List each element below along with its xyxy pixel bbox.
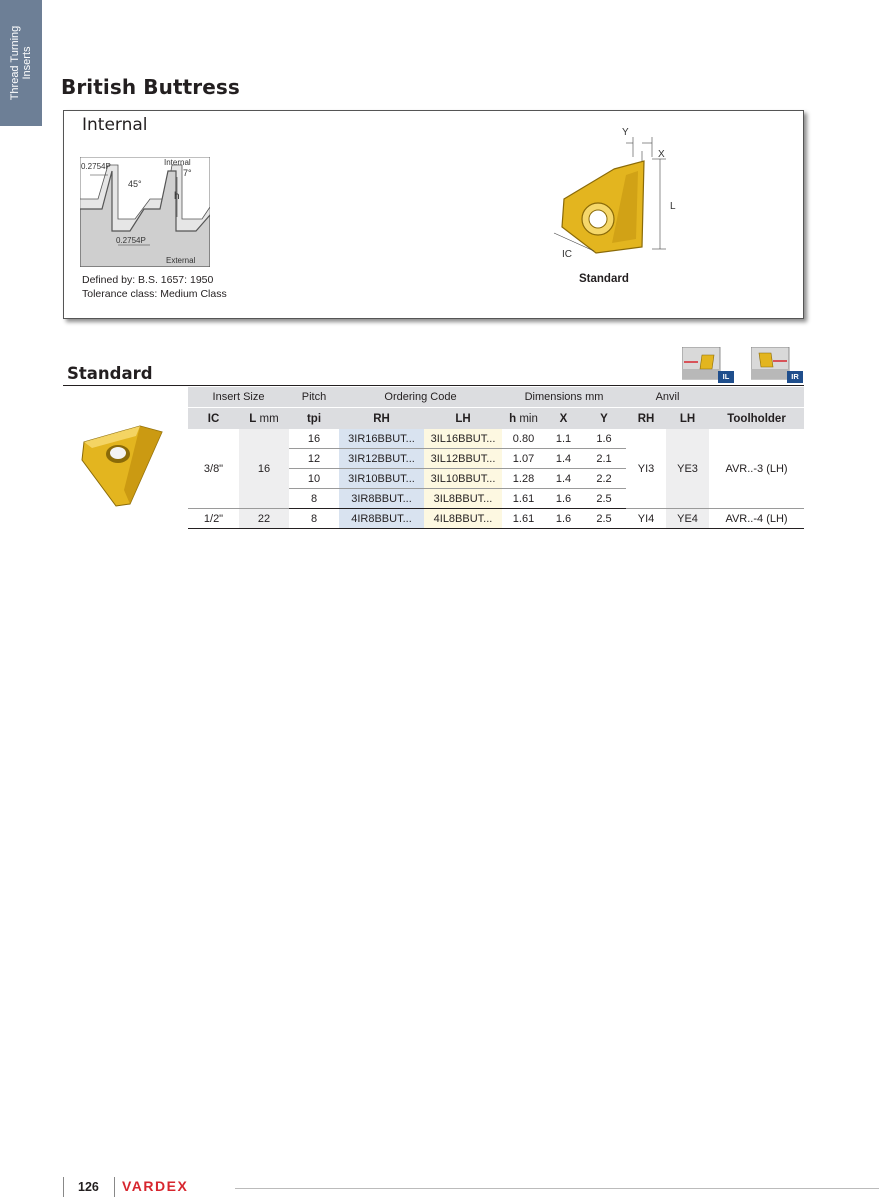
h-cell: 1.07 [502,449,545,469]
ic-label: IC [562,249,572,260]
blank-header [709,387,804,408]
rh-code-cell: 3IR16BBUT... [339,429,424,449]
page-title: British Buttress [61,75,240,99]
y-cell: 2.5 [582,489,626,509]
anvil-rh-header: RH [626,408,666,430]
y-cell: 2.2 [582,469,626,489]
insert-size-header: Insert Size [188,387,289,408]
y-label: Y [622,127,629,138]
tpi-header: tpi [289,408,339,430]
h-header-unit: min [516,412,538,425]
footer-left-rule [63,1177,64,1197]
ir-badge: IR [787,371,803,383]
h-cell: 1.28 [502,469,545,489]
info-box [63,110,804,319]
pitch-top-label: 0.2754P [81,162,111,171]
toolholder-cell: AVR..-4 (LH) [709,509,804,529]
l-header-label: L [249,412,257,425]
table-row [188,509,804,529]
dimensions-header: Dimensions mm [502,387,626,408]
x-cell: 1.6 [545,509,582,529]
l-header [239,408,289,430]
tolerance-class: Tolerance class: Medium Class [82,288,227,300]
insert-caption: Standard [579,273,629,285]
footer-line [235,1188,879,1189]
l-header-unit: mm [256,412,279,425]
rh-header: RH [339,408,424,430]
lh-code-cell: 3IL8BBUT... [424,489,502,509]
l-cell: 22 [239,509,289,529]
h-header [502,408,545,430]
il-badge: IL [718,371,734,383]
x-cell: 1.4 [545,469,582,489]
info-box-title: Internal [82,115,148,135]
tpi-cell: 8 [289,509,339,529]
internal-label: Internal [164,158,191,167]
rh-code-cell: 3IR12BBUT... [339,449,424,469]
column-header-row [188,408,804,430]
h-cell: 1.61 [502,489,545,509]
y-cell: 1.6 [582,429,626,449]
lh-code-cell: 3IL16BBUT... [424,429,502,449]
group-header-row [188,387,804,408]
tpi-cell: 8 [289,489,339,509]
anvil-header: Anvil [626,387,709,408]
angle-7-label: 7° [183,168,192,178]
h-header-label: h [509,412,517,425]
table-row [188,429,804,449]
footer-separator [114,1177,115,1197]
x-cell: 1.6 [545,489,582,509]
lh-header: LH [424,408,502,430]
insert-photo [78,420,168,510]
x-cell: 1.1 [545,429,582,449]
x-label: X [658,149,665,160]
h-cell: 1.61 [502,509,545,529]
rh-code-cell: 3IR8BBUT... [339,489,424,509]
angle-45-label: 45° [128,179,142,189]
external-label: External [166,256,196,265]
y-cell: 2.5 [582,509,626,529]
tpi-cell: 12 [289,449,339,469]
tpi-cell: 16 [289,429,339,449]
side-tab [0,0,42,126]
ordering-code-header: Ordering Code [339,387,502,408]
side-tab-line1: Thread Turning [9,25,21,101]
definition-text [82,273,227,301]
ic-header: IC [188,408,239,430]
toolholder-cell: AVR..-3 (LH) [709,429,804,509]
side-tab-label [9,26,33,101]
y-cell: 2.1 [582,449,626,469]
anvil-lh-cell: YE3 [666,429,709,509]
thread-profile-diagram [80,157,210,267]
toolholder-header: Toolholder [709,408,804,430]
defined-by: Defined by: B.S. 1657: 1950 [82,274,214,286]
anvil-lh-cell: YE4 [666,509,709,529]
brand-logo: VARDEX [122,1178,189,1194]
anvil-rh-cell: YI3 [626,429,666,509]
y-header: Y [582,408,626,430]
l-cell: 16 [239,429,289,509]
internal-left-icon [682,347,734,383]
rh-code-cell: 3IR10BBUT... [339,469,424,489]
lh-code-cell: 4IL8BBUT... [424,509,502,529]
x-cell: 1.4 [545,449,582,469]
h-cell: 0.80 [502,429,545,449]
page-number: 126 [78,1180,99,1194]
h-label: h [174,191,180,202]
x-header: X [545,408,582,430]
section-title: Standard [67,364,153,383]
side-tab-line2: Inserts [21,46,33,80]
ic-cell: 3/8" [188,429,239,509]
lh-code-cell: 3IL10BBUT... [424,469,502,489]
pitch-header: Pitch [289,387,339,408]
insert-dimension-diagram [534,121,684,271]
tpi-cell: 10 [289,469,339,489]
anvil-rh-cell: YI4 [626,509,666,529]
rh-code-cell: 4IR8BBUT... [339,509,424,529]
lh-code-cell: 3IL12BBUT... [424,449,502,469]
pitch-bottom-label: 0.2754P [116,236,146,245]
section-rule [63,385,804,386]
anvil-lh-header: LH [666,408,709,430]
ic-cell: 1/2" [188,509,239,529]
spec-table [188,387,804,529]
internal-right-icon [751,347,803,383]
l-label: L [670,201,676,212]
